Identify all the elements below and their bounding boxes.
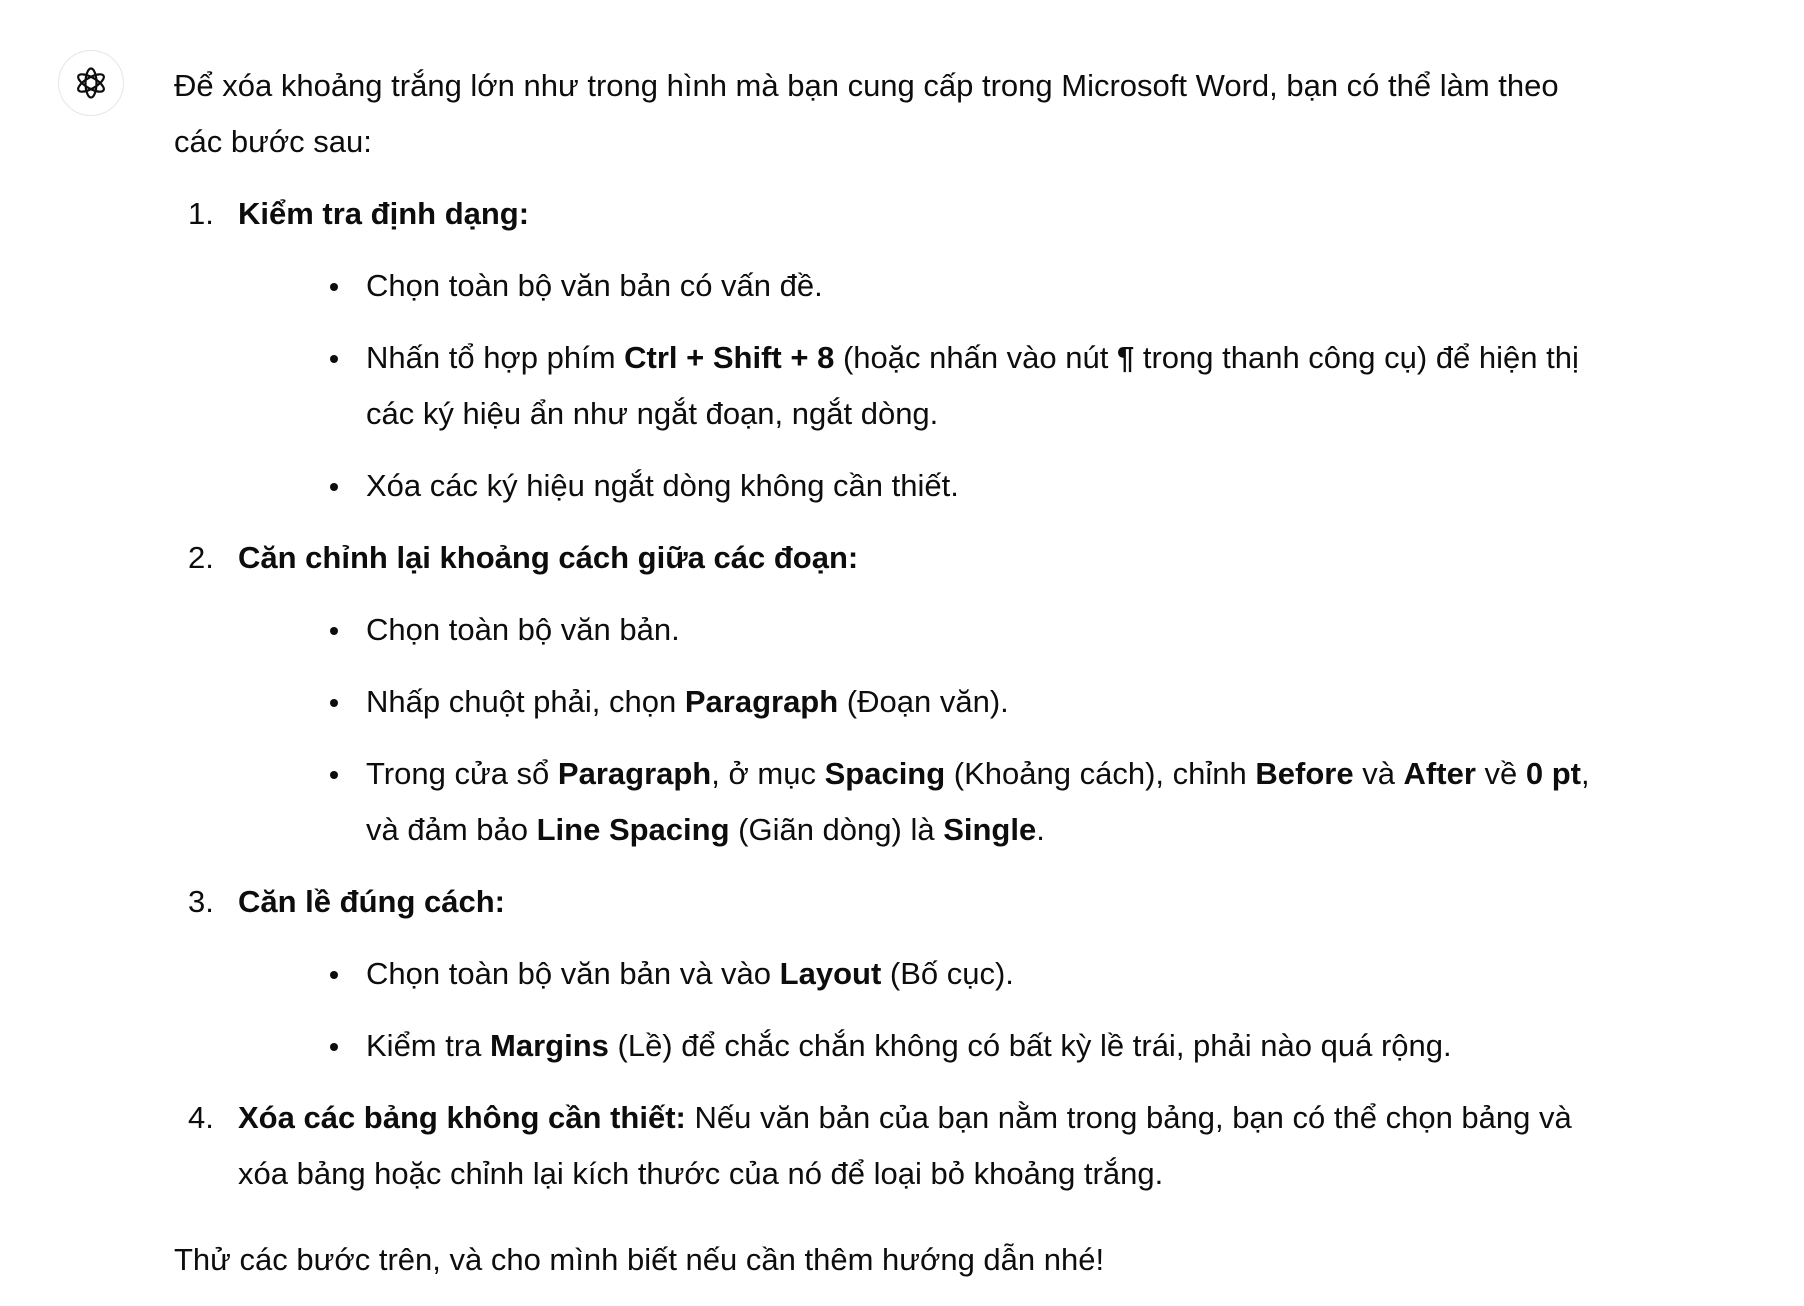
bullet-text: Chọn toàn bộ văn bản có vấn đề. bbox=[366, 268, 823, 303]
bullet-text: Chọn toàn bộ văn bản. bbox=[366, 612, 680, 647]
step-title: Xóa các bảng không cần thiết: bbox=[238, 1100, 686, 1135]
bullet-text: Kiểm tra bbox=[366, 1028, 491, 1063]
bullet-text: (Đoạn văn). bbox=[838, 684, 1009, 719]
step-number: 1. bbox=[188, 196, 214, 231]
list-item bbox=[238, 258, 1614, 314]
step-title: Căn chỉnh lại khoảng cách giữa các đoạn: bbox=[238, 540, 859, 575]
list-item bbox=[174, 530, 1614, 858]
bullet-text: và bbox=[1353, 756, 1404, 791]
bullet-text: (hoặc nhấn vào nút bbox=[834, 340, 1117, 375]
bullet-text: Trong cửa sổ bbox=[366, 756, 558, 791]
list-item bbox=[238, 602, 1614, 658]
list-item bbox=[238, 330, 1614, 442]
sub-list bbox=[238, 946, 1614, 1074]
step-number: 4. bbox=[188, 1100, 214, 1135]
bullet-text: . bbox=[1036, 812, 1045, 847]
list-item bbox=[174, 1090, 1614, 1202]
steps-list bbox=[174, 186, 1614, 1202]
bullet-text: (Giãn dòng) là bbox=[729, 812, 944, 847]
list-item bbox=[238, 746, 1614, 858]
bullet-bold: After bbox=[1403, 756, 1476, 791]
bullet-text: Xóa các ký hiệu ngắt dòng không cần thiết. bbox=[366, 468, 959, 503]
bullet-bold: Single bbox=[943, 812, 1037, 847]
list-item bbox=[238, 1018, 1614, 1074]
bullet-text: (Khoảng cách), chỉnh bbox=[945, 756, 1256, 791]
list-item bbox=[174, 874, 1614, 1074]
bullet-text: (Bố cục). bbox=[881, 956, 1014, 991]
step-title: Căn lề đúng cách: bbox=[238, 884, 505, 919]
list-item bbox=[238, 946, 1614, 1002]
bullet-bold: Paragraph bbox=[684, 684, 839, 719]
bullet-bold: Paragraph bbox=[557, 756, 712, 791]
bullet-bold: Ctrl + Shift + 8 bbox=[624, 340, 835, 375]
bullet-text: trong thanh công cụ) để hiện thị các ký hiệu ẩn như ngắt đoạn, ngắt dòng. bbox=[366, 340, 1579, 431]
bullet-text: Nhấn tổ hợp phím bbox=[366, 340, 625, 375]
list-item bbox=[238, 458, 1614, 514]
bullet-bold: Margins bbox=[490, 1028, 609, 1063]
bullet-text: Nhấp chuột phải, chọn bbox=[366, 684, 685, 719]
list-item bbox=[238, 674, 1614, 730]
intro-text: Để xóa khoảng trắng lớn như trong hình mà bạn cung cấp trong Microsoft Word, bạn có thể làm theo các bước sau: bbox=[174, 68, 1559, 159]
bullet-text: , ở mục bbox=[711, 756, 825, 791]
bullet-bold: Spacing bbox=[824, 756, 946, 791]
step-text: Nếu văn bản của bạn nằm trong bảng, bạn có thể chọn bảng và xóa bảng hoặc chỉnh lại kích thước của nó để loại bỏ khoảng trắng. bbox=[238, 1100, 1572, 1191]
bullet-bold: Line Spacing bbox=[536, 812, 730, 847]
closing-text: Thử các bước trên, và cho mình biết nếu cần thêm hướng dẫn nhé! bbox=[174, 1242, 1105, 1277]
bullet-bold: Before bbox=[1255, 756, 1354, 791]
bullet-bold: 0 pt bbox=[1525, 756, 1581, 791]
bullet-text: Chọn toàn bộ văn bản và vào bbox=[366, 956, 780, 991]
step-number: 3. bbox=[188, 884, 214, 919]
bullet-text: , và đảm bảo bbox=[366, 756, 1590, 847]
list-item bbox=[174, 186, 1614, 514]
assistant-message bbox=[174, 58, 1614, 1288]
bullet-bold: Layout bbox=[779, 956, 882, 991]
step-title: Kiểm tra định dạng: bbox=[238, 196, 530, 231]
sub-list bbox=[238, 602, 1614, 858]
bullet-text: về bbox=[1475, 756, 1526, 791]
sub-list bbox=[238, 258, 1614, 514]
step-number: 2. bbox=[188, 540, 214, 575]
pilcrow-symbol: ¶ bbox=[1116, 340, 1135, 375]
assistant-avatar bbox=[58, 50, 124, 116]
openai-logo-icon bbox=[71, 63, 111, 103]
bullet-text: (Lề) để chắc chắn không có bất kỳ lề trái, phải nào quá rộng. bbox=[608, 1028, 1452, 1063]
